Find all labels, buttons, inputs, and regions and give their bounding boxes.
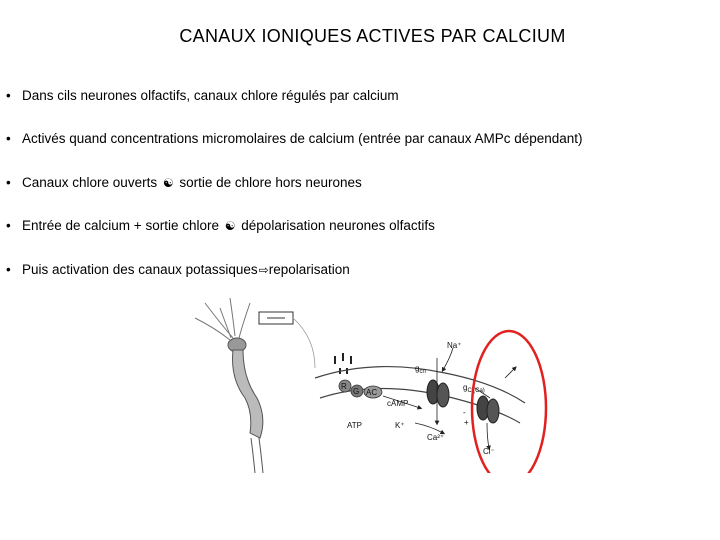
cng-channel [427,358,449,423]
adenylyl-cyclase-label: AC [366,388,378,397]
bullet-text: sortie de chlore hors neurones [179,175,362,190]
bullet-marker: • [6,218,11,233]
bullet-text: Entrée de calcium + sortie chlore [22,218,219,233]
potassium-label: K⁺ [395,421,405,430]
bullet-text: dépolarisation neurones olfactifs [241,218,435,233]
g-protein-label: G [353,387,360,396]
minus-sign: - [463,408,466,417]
outlined-arrow-icon: ⇨ [258,263,269,277]
bullet-marker: • [6,88,11,103]
bullet-text: Puis activation des canaux potassiques [22,262,258,277]
bullet-item-2 [6,131,583,146]
bullet-item-5 [6,262,350,277]
plus-sign: + [464,418,469,427]
gclca-label: $g_{Cl(Ca)}$ [463,383,485,394]
bullet-marker: • [6,262,11,277]
bullet-text: Activés quand concentrations micromolaires de calcium (entrée par canaux AMPc dépendant) [22,131,583,146]
sodium-label: Na⁺ [447,341,462,350]
chloride-channel [477,396,499,423]
bullet-text: Dans cils neurones olfactifs, canaux chlore régulés par calcium [22,88,399,103]
olfactory-neuron-diagram [175,298,555,473]
gcn-label: $g_{cn}$ [415,364,426,375]
chloride-label: Cl⁻ [483,447,495,456]
bullet-item-3 [6,175,362,190]
bullet-marker: • [6,131,11,146]
receptor-label: R [341,382,347,391]
neuron-illustration [195,298,351,473]
bullet-item-1 [6,88,399,103]
slide-title: CANAUX IONIQUES ACTIVES PAR CALCIUM [179,26,566,46]
calcium-label: Ca²⁺ [427,433,445,442]
camp-label: cAMP [387,399,409,408]
atp-label: ATP [347,421,362,430]
bullet-marker: • [6,175,11,190]
bullet-item-4 [6,218,435,233]
signaling-complex [339,380,382,398]
arrow-symbol-icon: ☯ [224,219,236,233]
bullet-text: Canaux chlore ouverts [22,175,158,190]
arrow-symbol-icon: ☯ [162,176,174,190]
bullet-text: repolarisation [268,262,350,277]
